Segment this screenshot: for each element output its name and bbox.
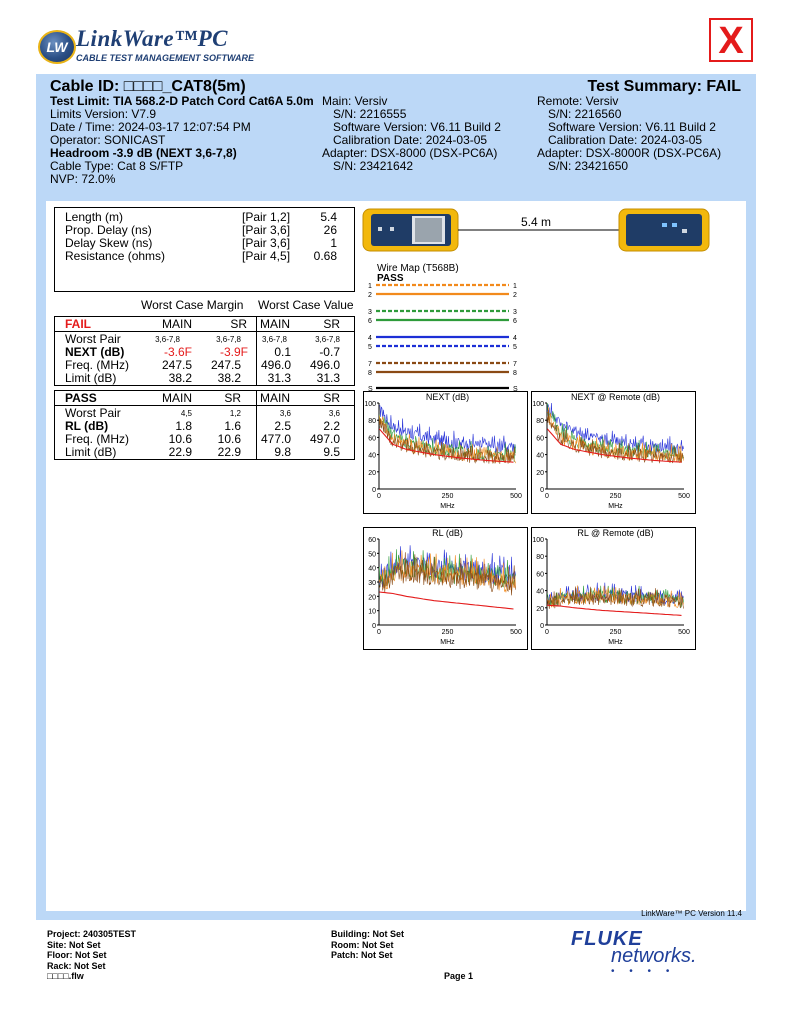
y-tick-label: 80: [368, 418, 376, 426]
cable-type: Cable Type: Cat 8 S/FTP: [50, 159, 184, 173]
next-row-label: Freq. (MHz): [65, 358, 129, 372]
worst-case-value-header: Worst Case Value: [258, 298, 354, 312]
remote-adapter-sn: S/N: 23421650: [548, 159, 629, 173]
y-tick-label: 20: [536, 605, 544, 613]
wire-pin-3: [368, 309, 517, 316]
next-status-text: FAIL: [65, 317, 91, 331]
rl-row-label: Limit (dB): [65, 445, 117, 459]
y-tick-label: 20: [536, 469, 544, 477]
measurement-value: 26: [323, 223, 337, 237]
rl-cell: 4,5: [180, 409, 192, 418]
rl-cell: 10.6: [168, 432, 192, 446]
operator: Operator: SONICAST: [50, 133, 166, 147]
chart-rl-svg: [363, 527, 528, 650]
wire-pin-left-label: 5: [368, 344, 372, 351]
wire-pin-left-label: 6: [368, 318, 372, 325]
remote-calibration: Calibration Date: 2024-03-05: [548, 133, 703, 147]
wire-pin-6: [368, 318, 517, 325]
measurement-pair: [Pair 1,2]: [242, 210, 291, 224]
headroom: Headroom -3.9 dB (NEXT 3,6-7,8): [50, 146, 237, 160]
next-cell: -3.6F: [163, 345, 192, 359]
wire-pin-right-label: 1: [513, 283, 517, 290]
next-cell: 0.1: [274, 345, 291, 359]
next-status: [65, 318, 91, 331]
footer-middle: [331, 929, 404, 961]
x-tick-label: 500: [678, 629, 690, 636]
main-title: Main: Versiv: [322, 94, 388, 108]
main-adapter-sn: S/N: 23421642: [333, 159, 414, 173]
measurement-pair: [Pair 3,6]: [242, 223, 291, 237]
chart-rl-remote: [531, 527, 696, 650]
next-row-label: Worst Pair: [65, 332, 121, 346]
main-unit-block: [322, 95, 501, 173]
remote-sn: S/N: 2216560: [548, 107, 622, 121]
x-axis-label: MHz: [608, 639, 623, 646]
measurement-label: Resistance (ohms): [65, 249, 166, 263]
next-col-sr: SR: [230, 317, 247, 331]
footer-project: Project: 240305TEST: [47, 929, 137, 939]
next-cell: 31.3: [267, 371, 291, 385]
rl-cell: 1,2: [229, 409, 241, 418]
y-tick-label: 50: [368, 551, 376, 559]
x-tick-label: 250: [609, 629, 622, 636]
fluke-logo-bottom: networks.: [611, 945, 697, 967]
measurement-label: Length (m): [65, 210, 124, 224]
chart-title: RL (dB): [432, 528, 463, 538]
y-tick-label: 10: [368, 608, 376, 616]
next-col-sr: SR: [323, 317, 340, 331]
wire-pin-right-label: 8: [513, 370, 517, 377]
y-tick-label: 60: [536, 571, 544, 579]
y-tick-label: 30: [368, 580, 376, 587]
next-cell: 3,6-7,8: [155, 335, 180, 344]
rl-col-sr: SR: [323, 391, 340, 405]
x-tick-label: 500: [678, 493, 690, 500]
remote-title: Remote: Versiv: [537, 94, 619, 108]
y-tick-label: 80: [536, 418, 544, 426]
x-tick-label: 0: [545, 629, 549, 636]
footer-room: Room: Not Set: [331, 939, 394, 950]
y-tick-label: 60: [368, 435, 376, 443]
rl-cell: 3,6: [328, 409, 340, 418]
chart-rl-remote-svg: [531, 527, 696, 650]
y-tick-label: 60: [536, 435, 544, 443]
linkware-logo-badge: LW: [38, 30, 76, 64]
date-time: Date / Time: 2024-03-17 12:07:54 PM: [50, 120, 251, 134]
next-cell: 3,6-7,8: [315, 335, 340, 344]
test-limit: Test Limit: TIA 568.2-D Patch Cord Cat6A 5.0m: [50, 94, 314, 108]
rl-cell: 2.5: [274, 419, 291, 433]
measurements-list: [65, 211, 337, 263]
linkware-logo-title: LinkWare™PC: [76, 26, 229, 51]
remote-unit-block: [537, 95, 721, 173]
rl-cell: 497.0: [309, 432, 340, 446]
y-tick-label: 0: [540, 623, 544, 630]
test-summary: Test Summary: FAIL: [587, 78, 741, 95]
limits-version: Limits Version: V7.9: [50, 107, 157, 121]
next-worst-case-table: [54, 316, 355, 386]
rl-row-label: RL (dB): [65, 419, 109, 433]
rl-row-label: Freq. (MHz): [65, 432, 129, 446]
next-cell: 3,6-7,8: [262, 335, 287, 344]
chart-title: NEXT @ Remote (dB): [571, 392, 660, 402]
y-tick-label: 20: [368, 469, 376, 477]
rl-cell: 9.8: [274, 445, 291, 459]
worst-case-margin-header: Worst Case Margin: [141, 298, 244, 312]
x-tick-label: 0: [545, 493, 549, 500]
wire-pin-left-label: 1: [368, 283, 372, 290]
rl-cell: 3,6: [279, 409, 291, 418]
rl-cell: 22.9: [217, 445, 241, 459]
measurement-pair: [Pair 3,6]: [242, 236, 291, 250]
rl-col-main: MAIN: [260, 391, 290, 405]
y-tick-label: 20: [368, 594, 376, 602]
next-row-label: Limit (dB): [65, 371, 117, 385]
wire-pin-5: [368, 344, 517, 351]
next-cell: 38.2: [168, 371, 192, 385]
y-tick-label: 100: [364, 401, 376, 408]
wire-pin-left-label: 4: [368, 335, 372, 342]
x-tick-label: 250: [609, 493, 622, 500]
rl-cell: 1.6: [224, 419, 241, 433]
footer-site: Site: Not Set: [47, 939, 101, 950]
wire-map-status: PASS: [377, 273, 404, 284]
software-version: LinkWare™ PC Version 11.4: [641, 909, 742, 918]
x-tick-label: 0: [377, 629, 381, 636]
wire-pin-right-label: 2: [513, 292, 517, 299]
y-tick-label: 0: [372, 487, 376, 494]
next-cell: 496.0: [309, 358, 340, 372]
measurement-value: 0.68: [313, 249, 337, 263]
y-tick-label: 80: [536, 554, 544, 562]
x-tick-label: 250: [441, 629, 454, 636]
main-calibration: Calibration Date: 2024-03-05: [333, 133, 488, 147]
footer-floor: Floor: Not Set: [47, 950, 107, 960]
x-tick-label: 500: [510, 629, 522, 636]
table-divider: [256, 317, 257, 385]
measurement-value: 1: [330, 236, 337, 250]
page-number: Page 1: [444, 971, 474, 981]
wire-pin-1: [368, 283, 517, 290]
cable-test-graphic: [362, 205, 712, 255]
measurement-pair: [Pair 4,5]: [242, 249, 291, 263]
y-tick-label: 40: [368, 565, 376, 573]
fail-x-icon: X: [709, 18, 753, 62]
measurement-label: Delay Skew (ns): [65, 236, 153, 250]
main-software: Software Version: V6.11 Build 2: [333, 120, 501, 134]
rl-col-main: MAIN: [162, 391, 192, 405]
wire-pin-8: [368, 370, 517, 377]
summary-left-block: [50, 95, 314, 186]
wire-pin-left-label: 3: [368, 309, 372, 316]
measurement-label: Prop. Delay (ns): [65, 223, 152, 237]
table-divider: [256, 391, 257, 459]
cable-length-label: 5.4 m: [520, 215, 552, 229]
next-cell: -0.7: [319, 345, 340, 359]
next-cell: -3.9F: [219, 345, 248, 359]
next-cell: 247.5: [210, 358, 241, 372]
wire-pin-left-label: 7: [368, 361, 372, 368]
wire-pin-right-label: 6: [513, 318, 517, 325]
y-tick-label: 100: [532, 401, 544, 408]
wire-pin-right-label: 5: [513, 344, 517, 351]
x-axis-label: MHz: [608, 503, 623, 510]
rl-cell: 10.6: [217, 432, 241, 446]
cable-id: Cable ID: □□□□_CAT8(5m): [50, 78, 246, 95]
main-adapter: Adapter: DSX-8000 (DSX-PC6A): [322, 146, 498, 160]
y-tick-label: 40: [536, 452, 544, 460]
next-col-main: MAIN: [260, 317, 290, 331]
next-cell: 247.5: [161, 358, 192, 372]
wire-pin-4: [368, 335, 517, 342]
footer-building: Building: Not Set: [331, 929, 404, 939]
main-tester-icon: [363, 209, 458, 251]
chart-title: RL @ Remote (dB): [577, 528, 654, 538]
wire-pin-right-label: 7: [513, 361, 517, 368]
footer-file: □□□□.flw: [47, 971, 84, 981]
chart-title: NEXT (dB): [425, 392, 470, 402]
fluke-logo-dots: • • • •: [611, 966, 676, 977]
next-row-label: NEXT (dB): [65, 345, 125, 359]
fluke-logo-top: FLUKE: [571, 928, 643, 950]
wire-pin-7: [368, 361, 517, 368]
y-tick-label: 60: [368, 537, 376, 544]
y-tick-label: 40: [368, 452, 376, 460]
rl-cell: 2.2: [323, 419, 340, 433]
x-tick-label: 250: [441, 493, 454, 500]
wire-pin-right-label: 3: [513, 309, 517, 316]
main-sn: S/N: 2216555: [333, 107, 407, 121]
next-cell: 38.2: [217, 371, 241, 385]
y-tick-label: 0: [372, 623, 376, 630]
wire-pin-left-label: S: [368, 386, 373, 392]
y-tick-label: 40: [536, 588, 544, 596]
x-tick-label: 500: [510, 493, 522, 500]
x-tick-label: 0: [377, 493, 381, 500]
linkware-logo-subtitle: CABLE TEST MANAGEMENT SOFTWARE: [76, 53, 254, 63]
next-cell: 496.0: [260, 358, 291, 372]
chart-next-remote: [531, 391, 696, 514]
remote-tester-icon: [619, 209, 709, 251]
footer-left: [47, 929, 136, 982]
next-col-main: MAIN: [162, 317, 192, 331]
y-tick-label: 100: [532, 537, 544, 544]
wire-pin-right-label: 4: [513, 335, 517, 342]
measurement-row: [65, 250, 337, 263]
chart-next-svg: [363, 391, 528, 514]
rl-row-label: Worst Pair: [65, 406, 121, 420]
rl-cell: 22.9: [168, 445, 192, 459]
rl-cell: 477.0: [260, 432, 291, 446]
wire-pin-2: [368, 292, 517, 299]
chart-next-remote-svg: [531, 391, 696, 514]
rl-worst-case-table: [54, 390, 355, 460]
wire-pin-right-label: S: [513, 386, 518, 392]
wire-map-title: Wire Map (T568B): [377, 263, 459, 274]
footer-rack: Rack: Not Set: [47, 960, 106, 971]
remote-software: Software Version: V6.11 Build 2: [548, 120, 716, 134]
rl-cell: 9.5: [323, 445, 340, 459]
chart-next-main: [363, 391, 528, 514]
wire-pin-left-label: 2: [368, 292, 372, 299]
x-axis-label: MHz: [440, 639, 455, 646]
next-cell: 31.3: [316, 371, 340, 385]
nvp: NVP: 72.0%: [50, 172, 116, 186]
chart-rl-main: [363, 527, 528, 650]
x-axis-label: MHz: [440, 503, 455, 510]
wire-map-diagram: [366, 280, 526, 392]
rl-status: PASS: [65, 391, 97, 405]
rl-col-sr: SR: [224, 391, 241, 405]
rl-cell: 1.8: [175, 419, 192, 433]
measurements-box: [54, 207, 355, 292]
next-cell: 3,6-7,8: [216, 335, 241, 344]
y-tick-label: 0: [540, 487, 544, 494]
footer-patch: Patch: Not Set: [331, 950, 393, 960]
remote-adapter: Adapter: DSX-8000R (DSX-PC6A): [537, 146, 722, 160]
wire-pin-left-label: 8: [368, 370, 372, 377]
measurement-value: 5.4: [320, 210, 337, 224]
